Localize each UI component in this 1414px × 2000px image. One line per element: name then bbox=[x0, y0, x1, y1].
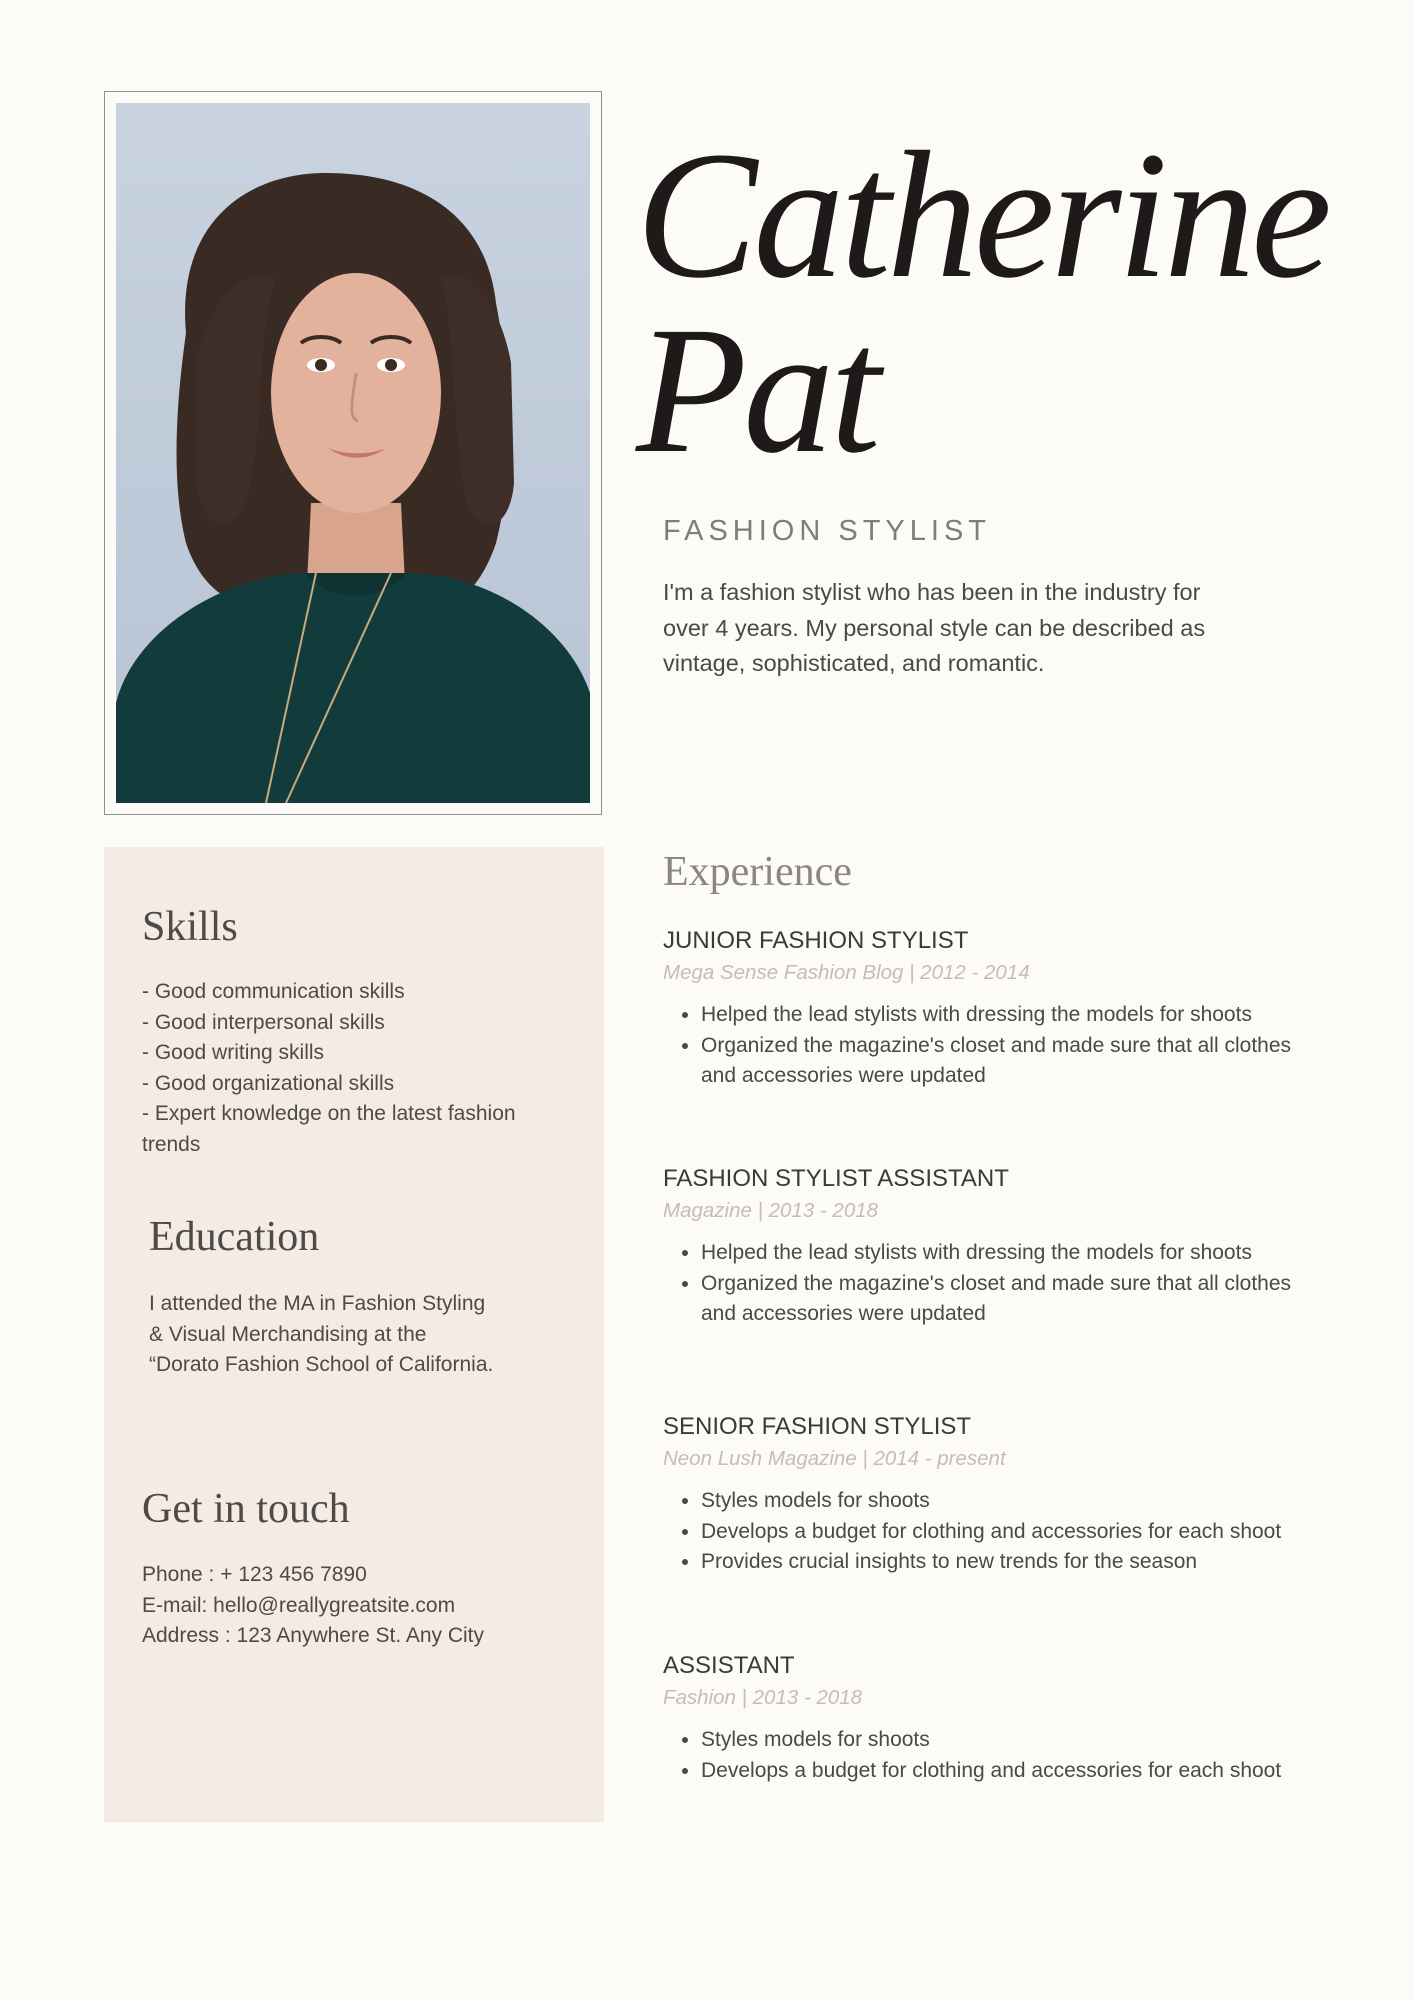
contact-address: Address : 123 Anywhere St. Any City bbox=[142, 1624, 485, 1647]
contact-heading: Get in touch bbox=[142, 1486, 350, 1532]
job-title: ASSISTANT bbox=[663, 1652, 795, 1679]
job-role: FASHION STYLIST bbox=[663, 515, 991, 547]
skill-item: - Expert knowledge on the latest fashion trends bbox=[142, 1102, 516, 1156]
job-bullet: • Provides crucial insights to new trends for the season bbox=[701, 1547, 1303, 1578]
skill-item: - Good writing skills bbox=[142, 1041, 325, 1064]
job-bullet: • Styles models for shoots bbox=[701, 1725, 1303, 1756]
job-bullets bbox=[663, 1486, 1303, 1578]
profile-summary: I'm a fashion stylist who has been in the industry for over 4 years. My personal style can be described as vintage, sophisticated, and romantic. bbox=[663, 579, 1206, 676]
skill-item: - Good communication skills bbox=[142, 980, 405, 1003]
person-name bbox=[636, 115, 1328, 491]
job-bullet: • Styles models for shoots bbox=[701, 1486, 1303, 1517]
job-bullet: • Organized the magazine's closet and made sure that all clothes and accessories were updated bbox=[701, 1031, 1303, 1092]
job-entry bbox=[663, 1651, 1303, 1786]
profile-photo bbox=[116, 103, 590, 803]
job-bullets bbox=[663, 1725, 1303, 1786]
job-bullet: • Develops a budget for clothing and accessories for each shoot bbox=[701, 1756, 1303, 1787]
job-entry bbox=[663, 1164, 1303, 1330]
job-meta: Mega Sense Fashion Blog | 2012 - 2014 bbox=[663, 961, 1030, 984]
first-name: Catherine bbox=[636, 115, 1328, 316]
profile-photo-frame bbox=[104, 91, 602, 815]
job-bullet: • Helped the lead stylists with dressing the models for shoots bbox=[701, 1238, 1303, 1269]
contact-phone: Phone : + 123 456 7890 bbox=[142, 1563, 367, 1586]
job-bullet: • Organized the magazine's closet and made sure that all clothes and accessories were updated bbox=[701, 1269, 1303, 1330]
job-bullet: • Develops a budget for clothing and accessories for each shoot bbox=[701, 1517, 1303, 1548]
experience-heading: Experience bbox=[663, 849, 852, 895]
job-entry bbox=[663, 926, 1303, 1092]
skill-item: - Good organizational skills bbox=[142, 1071, 395, 1095]
job-meta: Magazine | 2013 - 2018 bbox=[663, 1199, 879, 1222]
job-title: JUNIOR FASHION STYLIST bbox=[663, 927, 969, 954]
skills-heading: Skills bbox=[142, 904, 238, 950]
education-text: I attended the MA in Fashion Styling & Visual Merchandising at the “Dorato Fashion School of California. bbox=[149, 1292, 494, 1376]
sidebar bbox=[104, 847, 604, 1822]
contact-email: E-mail: hello@reallygreatsite.com bbox=[142, 1593, 456, 1617]
job-meta: Neon Lush Magazine | 2014 - present bbox=[663, 1447, 1006, 1470]
skill-item: - Good interpersonal skills bbox=[142, 1010, 385, 1034]
job-entry bbox=[663, 1412, 1303, 1578]
job-bullets bbox=[663, 1238, 1303, 1330]
job-bullets bbox=[663, 1000, 1303, 1092]
skills-list bbox=[142, 977, 562, 1160]
job-title: SENIOR FASHION STYLIST bbox=[663, 1413, 972, 1440]
job-title: FASHION STYLIST ASSISTANT bbox=[663, 1165, 1009, 1192]
last-name: Pat bbox=[636, 290, 877, 491]
job-meta: Fashion | 2013 - 2018 bbox=[663, 1686, 863, 1709]
job-bullet: • Helped the lead stylists with dressing the models for shoots bbox=[701, 1000, 1303, 1031]
contact-details bbox=[142, 1560, 582, 1652]
education-heading: Education bbox=[149, 1214, 320, 1260]
